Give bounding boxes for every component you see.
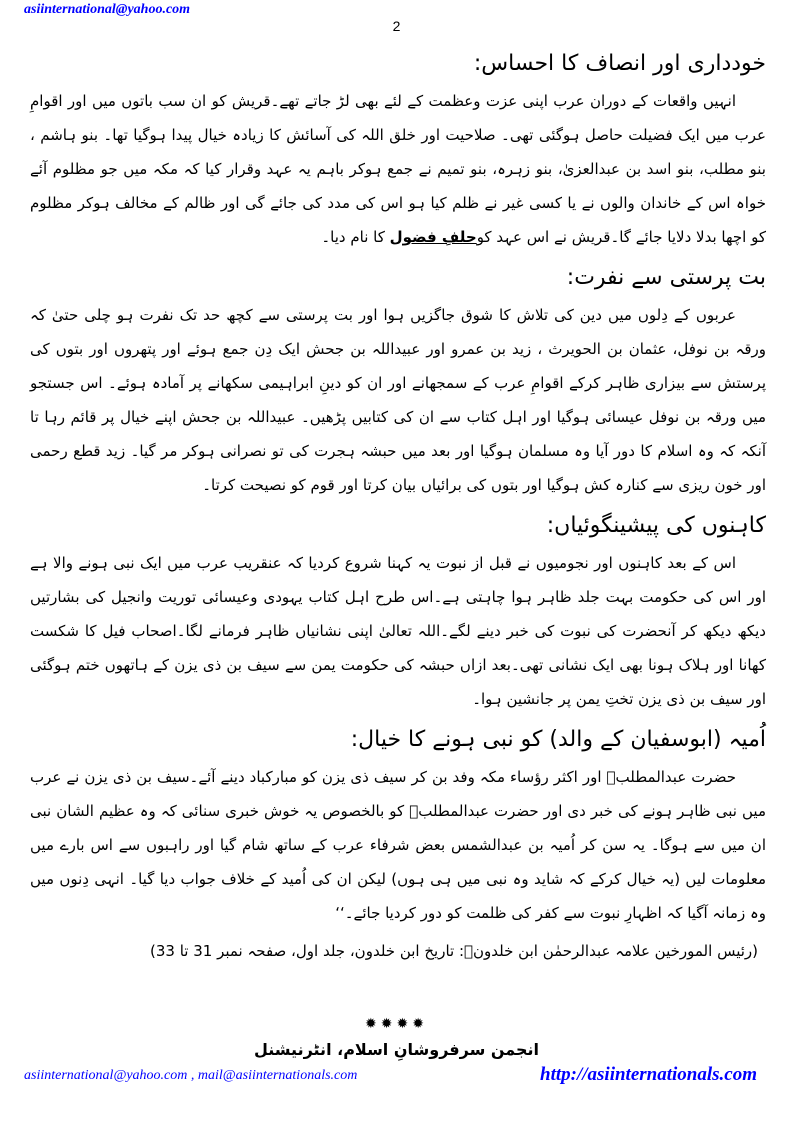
paragraph-text: حضرت عبدالمطلبؓ اور اکثر رؤساء مکہ وفد بن کر سیف ذی یزن کو مبارکباد دینے آئے۔سیف بن ذی یزن نے عرب میں نبی ظاہر ہونے کی خبر دی اور حضرت عبدالمطلبؓ کو بالخصوص یہ خوش خبری سنائی کہ وہ عظیم الشان نبی ان میں سے ہوگا۔ یہ سن کر اُمیہ بن عبدالشمس بعض شرفاء عرب کے ساتھ شام گیا اور راہبوں سے اس بارے میں معلومات لیں (یہ خیال کرکے کہ شاید وہ نبی میں ہی ہوں) لیکن ان کی اُمید کے خلاف جواب دیا گیا۔ انہی دِنوں میں وہ زمانہ آگیا کہ اظہارِ نبوت سے کفر کی ظلمت کو دور کردیا جائے۔‘‘	[30, 768, 766, 922]
footer-emails[interactable]: asiinternational@yahoo.com , mail@asiinternationals.com	[24, 1068, 358, 1083]
star-ornament-icon: ✹	[412, 1016, 428, 1032]
ornament-divider	[0, 1016, 793, 1032]
section-prophecies	[30, 506, 766, 716]
star-ornament-icon: ✹	[396, 1016, 413, 1032]
section-idol-hatred	[30, 258, 766, 502]
footer-website-link[interactable]: http://asiinternationals.com	[540, 1064, 757, 1085]
paragraph-text: عربوں کے دِلوں میں دین کی تلاش کا شوق جاگزیں ہوا اور بت پرستی سے کچھ حد تک نفرت ہو چلی حتیٰ کہ ورقہ بن نوفل، عثمان بن الحویرث ، زید بن عمرو اور عبیداللہ بن جحش ایک دِن جمع ہوئے اور پتھروں اور بتوں کی پرستش سے بیزاری ظاہر کرکے اقوامِ عرب کے سمجھانے اور ان کو دینِ ابراہیمی سکھانے پر آمادہ ہوئے۔ اس جستجو میں ورقہ بن نوفل عیسائی ہوگیا اور اہل کتاب سے ان کی کتابیں پڑھیں۔ عبیداللہ بن جحش اپنے خیال پر قائم رہا تا آنکہ کہ وہ اسلام کا دور آیا وہ مسلمان ہوگیا اور بعد میں حبشہ ہجرت کی تو نصرانی ہوکر مر گیا۔ زید قطع رحمی اور خون ریزی سے کنارہ کش ہوگیا اور بتوں کی برائیاں بیان کرتا اور قوم کو نصیحت کرتا۔	[30, 306, 766, 494]
paragraph-text-end: کا نام دیا۔	[321, 228, 390, 246]
paragraph-text: اس کے بعد کاہنوں اور نجومیوں نے قبل از نبوت یہ کہنا شروع کردیا کہ عنقریب عرب میں ایک نبی ہونے والا ہے اور اس کی حکومت بہت جلد ظاہر ہوا چاہتی ہے۔اس طرح اہل کتاب یہودی وعیسائی توریت وانجیل کی بشارتیں دیکھ دیکھ کر آنحضرت کی نبوت کی خبر دینے لگے۔اللہ تعالیٰ اپنی نشانیاں ظاہر فرمانے لگا۔اصحاب فیل کا شکست کھانا اور ہلاک ہونا بھی ایک نشانی تھی۔بعد ازاں حبشہ کی حکومت یمن سے سیف بن ذی یزن کے ہاتھوں ختم ہوگئی اور سیف بن ذی یزن تختِ یمن پر جانشین ہوا۔	[30, 554, 766, 708]
paragraph-text: انہیں واقعات کے دوران عرب اپنی عزت وعظمت کے لئے بھی لڑ جاتے تھے۔قریش کو ان سب باتوں میں اور اقوامِ عرب میں ایک فضیلت حاصل ہوگئی تھی۔ صلاحیت اور خلق اللہ کی آسائش کا زیادہ خیال پیدا ہوگیا تھا۔ بنو ہاشم ، بنو مطلب، بنو اسد بن عبدالعزیٰ، بنو زہرہ، بنو تمیم نے جمع ہوکر باہم یہ عہد وقرار کیا کہ مکہ میں جو مظلوم آئے خواہ اس کے خاندان والوں نے یا کسی غیر نے ظلم کیا ہو اس کی مدد کی جائے گی اور ظالم کے مخالف ہوکر مظلوم کو اچھا بدلا دلایا جائے گا۔قریش نے اس عہد کو	[30, 92, 766, 246]
section-heading: اُمیہ (ابوسفیان کے والد) کو نبی ہونے کا خیال:	[350, 727, 766, 752]
section-heading: کاہنوں کی پیشینگوئیاں:	[546, 513, 766, 538]
section-paragraph	[30, 546, 766, 716]
organization-name: انجمن سرفروشانِ اسلام، انٹرنیشنل	[253, 1040, 540, 1059]
section-paragraph	[30, 760, 766, 930]
citation: (رئیس المورخین علامہ عبدالرحمٰن ابن خلدونؒ: تاریخ ابن خلدون، جلد اول، صفحہ نمبر 31 تا 33)	[149, 942, 758, 960]
section-paragraph	[30, 84, 766, 254]
star-ornament-icon: ✹	[365, 1016, 381, 1032]
page-number: 2	[392, 18, 401, 34]
section-heading: خودداری اور انصاف کا احساس:	[473, 51, 766, 76]
header-email[interactable]: asiinternational@yahoo.com	[24, 2, 191, 17]
section-paragraph	[30, 298, 766, 502]
star-ornament-icon: ✹	[380, 1016, 397, 1032]
document-body	[30, 44, 766, 968]
section-self-respect	[30, 44, 766, 254]
section-heading: بت پرستی سے نفرت:	[566, 265, 766, 290]
section-umayya	[30, 720, 766, 930]
hilf-ul-fuzool-term: حلفِ فضول	[389, 228, 477, 246]
